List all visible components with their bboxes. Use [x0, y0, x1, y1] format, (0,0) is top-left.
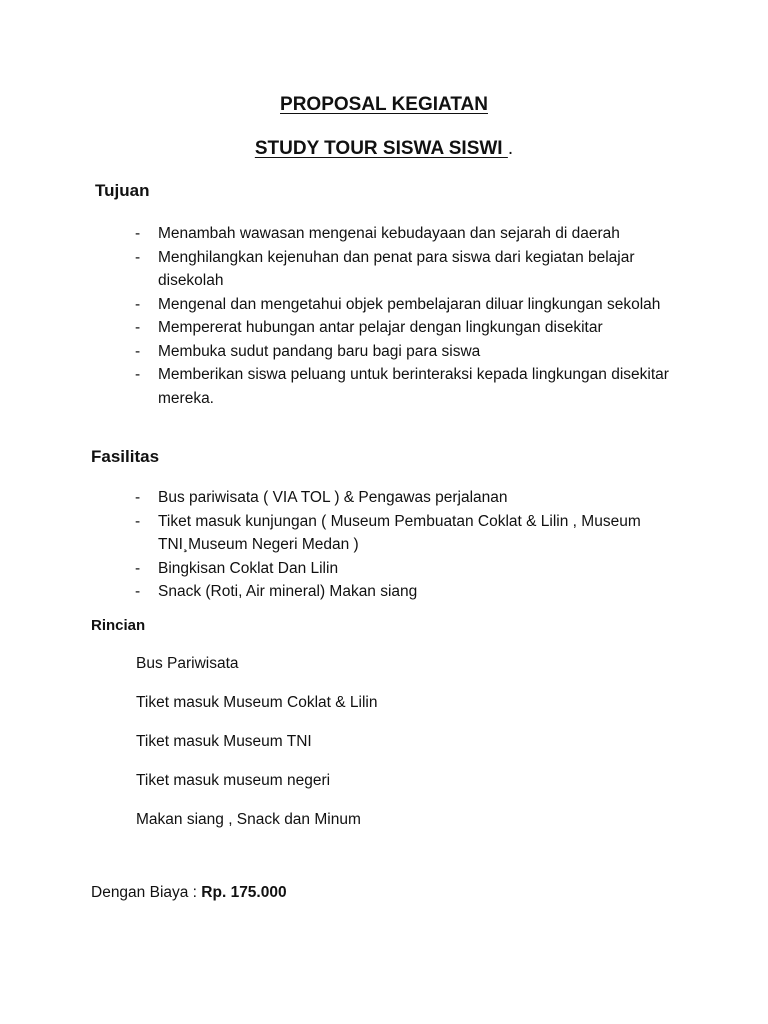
- bullet-dash: -: [135, 583, 141, 600]
- biaya-line: [91, 884, 287, 902]
- biaya-amount: Rp. 175.000: [201, 884, 287, 901]
- list-item: [135, 340, 695, 364]
- rincian-item: Tiket masuk Museum Coklat & Lilin: [136, 694, 378, 711]
- list-item-text: Tiket masuk kunjungan ( Museum Pembuatan Coklat & Lilin , Museum TNI¸Museum Negeri Medan ): [158, 512, 641, 553]
- list-item-text: Menghilangkan kejenuhan dan penat para siswa dari kegiatan belajar disekolah: [158, 248, 635, 289]
- bullet-dash: -: [135, 489, 141, 506]
- list-item: [135, 580, 695, 604]
- tujuan-list: [135, 222, 695, 410]
- list-item: [135, 486, 695, 510]
- list-item: [135, 510, 695, 557]
- fasilitas-list: [135, 486, 695, 604]
- heading-rincian: Rincian: [91, 617, 146, 634]
- list-item-text: Membuka sudut pandang baru bagi para siswa: [158, 342, 481, 360]
- list-item-text: Menambah wawasan mengenai kebudayaan dan sejarah di daerah: [158, 225, 620, 242]
- rincian-item: Bus Pariwisata: [136, 655, 239, 672]
- biaya-label: Dengan Biaya :: [91, 884, 202, 901]
- list-item: [135, 246, 695, 293]
- document-subtitle: [0, 138, 768, 160]
- list-item-text: Memberikan siswa peluang untuk berinteraksi kepada lingkungan disekitar mereka.: [158, 366, 669, 407]
- rincian-item: Tiket masuk Museum TNI: [136, 733, 312, 750]
- list-item-text: Mengenal dan mengetahui objek pembelajaran diluar lingkungan sekolah: [158, 295, 661, 313]
- list-item-text: Bingkisan Coklat Dan Lilin: [158, 559, 339, 577]
- bullet-dash: -: [135, 342, 141, 360]
- bullet-dash: -: [135, 512, 141, 530]
- list-item: [135, 363, 695, 410]
- list-item: [135, 316, 695, 340]
- subtitle-suffix: .: [507, 138, 514, 159]
- bullet-dash: -: [135, 366, 141, 383]
- bullet-dash: -: [135, 225, 141, 242]
- bullet-dash: -: [135, 248, 141, 266]
- rincian-list: [136, 652, 377, 847]
- document-title: PROPOSAL KEGIATAN: [280, 94, 488, 115]
- subtitle-text: STUDY TOUR SISWA SISWI: [254, 138, 508, 159]
- list-item-text: Bus pariwisata ( VIA TOL ) & Pengawas perjalanan: [158, 489, 508, 506]
- bullet-dash: -: [135, 295, 141, 313]
- list-item: [135, 293, 695, 317]
- heading-fasilitas: Fasilitas: [91, 447, 160, 466]
- bullet-dash: -: [135, 319, 141, 336]
- rincian-item: Tiket masuk museum negeri: [136, 772, 331, 789]
- bullet-dash: -: [135, 559, 141, 577]
- list-item-text: Snack (Roti, Air mineral) Makan siang: [158, 583, 418, 600]
- heading-tujuan: Tujuan: [95, 181, 150, 200]
- list-item: [135, 557, 695, 581]
- list-item: [135, 222, 695, 246]
- rincian-item: Makan siang , Snack dan Minum: [136, 811, 361, 828]
- list-item-text: Mempererat hubungan antar pelajar dengan lingkungan disekitar: [158, 319, 603, 336]
